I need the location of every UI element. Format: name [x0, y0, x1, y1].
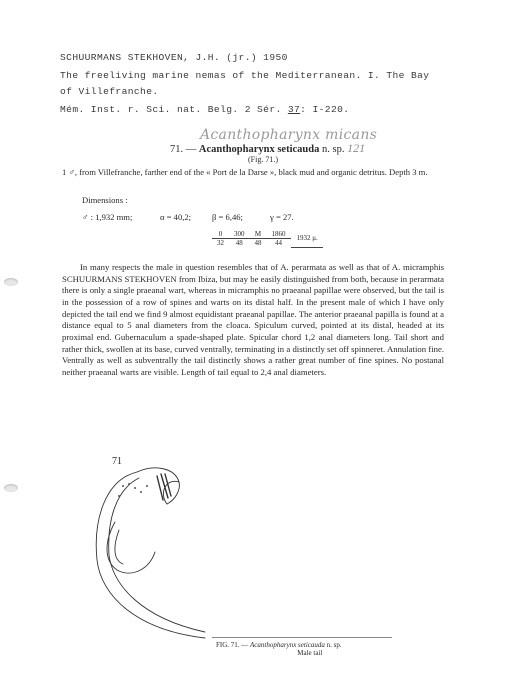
handwritten-species-name: Acanthopharynx micans [200, 127, 378, 143]
species-heading: 71. — Acanthopharynx seticauda n. sp. 121 [170, 141, 366, 155]
citation-line-4: Mém. Inst. r. Sci. nat. Belg. 2 Sér. 37: I-220. [60, 104, 350, 115]
caption-rule [212, 637, 392, 638]
citation-line-2: The freeliving marine nemas of the Mediterranean. I. The Bay [60, 70, 430, 81]
dimensions-values: ♂ : 1,932 mm; α = 40,2; β = 6,46; γ = 27. [82, 212, 294, 222]
male-tail-drawing [75, 460, 225, 640]
tail-spines [157, 474, 171, 500]
dimensions-title: Dimensions : [82, 195, 128, 205]
handwritten-number: 121 [347, 141, 366, 155]
spiculum [107, 522, 155, 573]
citation-line-1: SCHUURMANS STEKHOVEN, J.H. (jr.) 1950 [60, 52, 288, 63]
figure-reference: (Fig. 71.) [248, 155, 278, 164]
gubernaculum [115, 530, 123, 564]
specimen-paragraph: 1 ♂, from Villefranche, farther end of the « Port de la Darse », black mud and organic detritus. Depth 3 m. [62, 167, 428, 177]
volume-number: 37 [287, 104, 301, 115]
tail-outline-inner [109, 478, 205, 632]
figure-number-label: 71 [112, 456, 122, 467]
citation-line-3: of Villefranche. [60, 86, 159, 97]
punch-hole [4, 484, 18, 492]
papillae [118, 483, 148, 497]
punch-hole [4, 278, 18, 286]
cobb-formula: 0 300 M 1860 1932 μ. 32 48 48 44 [212, 230, 323, 248]
tail-tip [137, 468, 179, 504]
species-name: Acanthopharynx seticauda [198, 144, 320, 155]
figure-caption: FIG. 71. — Acanthopharynx seticauda n. sp. Male tail [216, 641, 342, 657]
tail-outline-outer [96, 472, 205, 638]
description-text: In many respects the male in question resembles that of A. perarmata as well as that of A. micramphis SCHUURMANS STEKHOVEN from Ibiza, but may be easily distinguished from both, because in perarmata there is only a single praeanal wart, whereas in micramphis no praeanal papillae were observed, but the tail is in the possession of a row of spines and warts on its distal half. In the present male of which I have only depicted the tail end we find 9 almost equidistant praeanal papillae. The anterior praeanal papilla is found at a distance equal to 5 anal diameters from the cloaca. Spiculum curved, pointed at its distal, headed at its proximal end. Gubernaculum a spade-shaped plate. Spicular chord 1,2 anal diameters long. Tail short and rather thick, swollen at its base, curved ventrally, terminating in a distinctly set off spinneret. Annulation fine. Ventrally as well as subventrally the tail distinctly shows a rather great number of fine spines. No postanal neither praeanal warts are visible. Length of tail equal to 2,4 anal diameters. [62, 262, 444, 377]
